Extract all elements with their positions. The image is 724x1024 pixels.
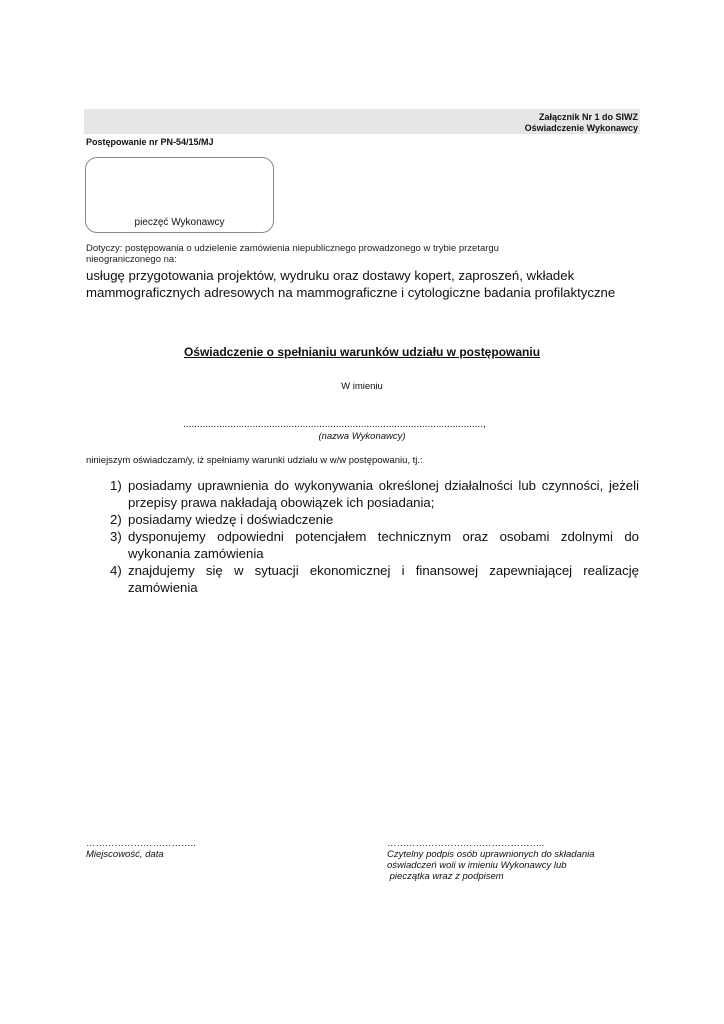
list-item-number: 4): [110, 563, 122, 578]
signature-field: …………………………………………..: [387, 838, 545, 849]
stamp-label: pieczęć Wykonawcy: [134, 217, 225, 228]
document-title: Oświadczenie o spełnianiu warunków udziału w postępowaniu: [183, 345, 541, 359]
list-item-number: 2): [110, 512, 122, 527]
on-behalf-label: W imieniu: [341, 381, 383, 392]
list-item: [86, 477, 639, 511]
list-item-text: posiadamy uprawnienia do wykonywania określonej działalności lub czynności, jeżeli przepisy prawa nakładają obowiązek ich posiadania;: [128, 478, 639, 510]
declaration-label: Oświadczenie Wykonawcy: [524, 123, 638, 133]
subject-line-1: usługę przygotowania projektów, wydruku oraz dostawy kopert, zaproszeń, wkładek: [86, 268, 575, 283]
contractor-name-caption: (nazwa Wykonawcy): [318, 431, 406, 442]
list-item-number: 3): [110, 529, 122, 544]
list-item-text: posiadamy wiedzę i doświadczenie: [128, 512, 334, 527]
list-item-number: 1): [110, 478, 122, 493]
place-date-label: Miejscowość, data: [86, 849, 164, 860]
signature-label: [387, 849, 595, 882]
concerns-line-1: Dotyczy: postępowania o udzielenie zamówienia niepublicznego prowadzonego w trybie przetargu: [86, 243, 499, 254]
contractor-stamp-box: [85, 157, 274, 233]
signature-label-line-2: oświadczeń woli w imieniu Wykonawcy lub: [387, 860, 567, 871]
signature-label-line-1: Czytelny podpis osób uprawnionych do składania: [387, 849, 595, 860]
signature-label-line-3: pieczątka wraz z podpisem: [387, 871, 504, 882]
contractor-name-field: ............................................................................................................,: [183, 419, 486, 430]
list-item: [86, 562, 639, 596]
list-item-text: dysponujemy odpowiedni potencjałem technicznym oraz osobami zdolnymi do wykonania zamówienia: [128, 529, 639, 561]
list-item: [86, 528, 639, 562]
subject-line-2: mammograficznych adresowych na mammograficzne i cytologiczne badania profilaktyczne: [86, 285, 616, 300]
conditions-list: [86, 477, 639, 596]
procedure-number: Postępowanie nr PN-54/15/MJ: [86, 137, 214, 147]
procurement-subject: [86, 267, 646, 301]
list-item: [86, 511, 639, 528]
attachment-label: Załącznik Nr 1 do SIWZ: [538, 112, 638, 122]
declaration-intro: niniejszym oświadczam/y, iż spełniamy warunki udziału w w/w postępowaniu, tj.:: [86, 455, 423, 466]
concerns-line-2: nieograniczonego na:: [86, 254, 177, 265]
list-item-text: znajdujemy się w sytuacji ekonomicznej i finansowej zapewniającej realizację zamówienia: [128, 563, 639, 595]
place-date-field: ……………………………..: [86, 838, 196, 849]
concerns-text: [86, 243, 606, 265]
